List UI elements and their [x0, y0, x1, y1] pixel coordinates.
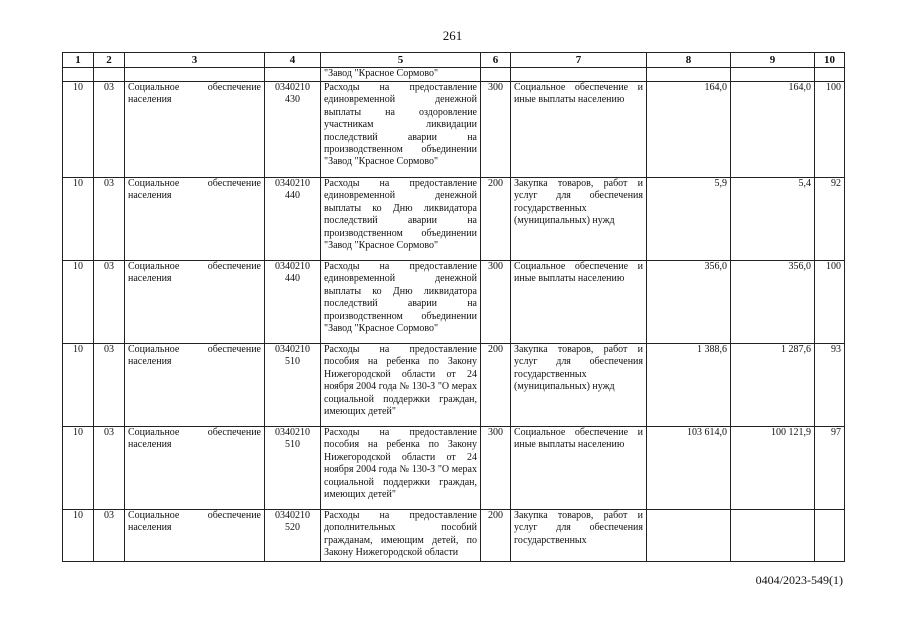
col-header-3: 3 — [125, 53, 265, 68]
cell — [94, 68, 125, 82]
col-header-8: 8 — [647, 53, 731, 68]
cell — [511, 68, 647, 82]
cell-planned-amount: 164,0 — [647, 82, 731, 178]
cell-expense-type-code: 200 — [481, 510, 511, 562]
cell-section: 10 — [63, 82, 94, 178]
cell — [731, 68, 815, 82]
header-row — [63, 53, 845, 68]
cell-section-name: Социальное обеспечение населения — [125, 82, 265, 178]
page-number: 261 — [442, 28, 463, 43]
cell-percent: 93 — [815, 344, 845, 427]
cell-expense-description: Расходы на предоставление дополнительных пособий гражданам, имеющим детей, по Закону Нижегородской области — [321, 510, 481, 562]
table-row — [63, 427, 845, 510]
cell-actual-amount: 356,0 — [731, 261, 815, 344]
cell-section: 10 — [63, 344, 94, 427]
cell-percent — [815, 510, 845, 562]
col-header-6: 6 — [481, 53, 511, 68]
cell-expense-description: Расходы на предоставление пособия на ребенка по Закону Нижегородской области от 24 ноября 2004 года № 130-З "О мерах социальной поддержки граждан, имеющих детей" — [321, 427, 481, 510]
cell-percent: 100 — [815, 261, 845, 344]
cell-subsection: 03 — [94, 510, 125, 562]
cell-target-code: 0340210 520 — [265, 510, 321, 562]
cell-actual-amount — [731, 510, 815, 562]
cell-section-name: Социальное обеспечение населения — [125, 510, 265, 562]
cell-actual-amount: 164,0 — [731, 82, 815, 178]
cell-expense-type-code: 200 — [481, 178, 511, 261]
col-header-4: 4 — [265, 53, 321, 68]
cell-expense-type-name: Закупка товаров, работ и услуг для обеспечения государственных — [511, 510, 647, 562]
col-header-10: 10 — [815, 53, 845, 68]
cell-expense-type-name: Социальное обеспечение и иные выплаты населению — [511, 261, 647, 344]
table-row — [63, 344, 845, 427]
cell-expense-description: Расходы на предоставление единовременной денежной выплаты ко Дню ликвидатора последствий аварии на производственном объединении "Завод "Красное Сормово" — [321, 261, 481, 344]
cell-expense-type-name: Социальное обеспечение и иные выплаты населению — [511, 427, 647, 510]
cell-planned-amount: 103 614,0 — [647, 427, 731, 510]
cell — [265, 68, 321, 82]
table-row — [63, 510, 845, 562]
table-row — [63, 261, 845, 344]
cell-expense-type-code: 200 — [481, 344, 511, 427]
cell-subsection: 03 — [94, 178, 125, 261]
cell-subsection: 03 — [94, 344, 125, 427]
cell-expense-type-code: 300 — [481, 427, 511, 510]
col-header-7: 7 — [511, 53, 647, 68]
cell-expense-type-name: Социальное обеспечение и иные выплаты населению — [511, 82, 647, 178]
cell-target-code: 0340210 510 — [265, 427, 321, 510]
cell-target-code: 0340210 440 — [265, 178, 321, 261]
cell — [125, 68, 265, 82]
cell-subsection: 03 — [94, 82, 125, 178]
cell — [481, 68, 511, 82]
cell-expense-description: Расходы на предоставление пособия на ребенка по Закону Нижегородской области от 24 ноября 2004 года № 130-З "О мерах социальной поддержки граждан, имеющих детей" — [321, 344, 481, 427]
cell-target-code: 0340210 510 — [265, 344, 321, 427]
cell — [647, 68, 731, 82]
cell-expense-type-name: Закупка товаров, работ и услуг для обеспечения государственных (муниципальных) нужд — [511, 344, 647, 427]
cell-actual-amount: 5,4 — [731, 178, 815, 261]
cell — [63, 68, 94, 82]
cell-planned-amount: 5,9 — [647, 178, 731, 261]
cell-section: 10 — [63, 510, 94, 562]
cell-percent: 97 — [815, 427, 845, 510]
cell-percent: 100 — [815, 82, 845, 178]
cell-section-name: Социальное обеспечение населения — [125, 344, 265, 427]
cell-section: 10 — [63, 261, 94, 344]
cell-subsection: 03 — [94, 427, 125, 510]
table-row — [63, 82, 845, 178]
col-header-2: 2 — [94, 53, 125, 68]
cell-subsection: 03 — [94, 261, 125, 344]
col-header-5: 5 — [321, 53, 481, 68]
cell — [815, 68, 845, 82]
cell-section-name: Социальное обеспечение населения — [125, 427, 265, 510]
cell-planned-amount: 1 388,6 — [647, 344, 731, 427]
cell-expense-type-name: Закупка товаров, работ и услуг для обеспечения государственных (муниципальных) нужд — [511, 178, 647, 261]
col-header-1: 1 — [63, 53, 94, 68]
col-header-9: 9 — [731, 53, 815, 68]
cell-actual-amount: 100 121,9 — [731, 427, 815, 510]
cell-section-name: Социальное обеспечение населения — [125, 178, 265, 261]
cell-section-name: Социальное обеспечение населения — [125, 261, 265, 344]
cell-target-code: 0340210 430 — [265, 82, 321, 178]
cell-target-code: 0340210 440 — [265, 261, 321, 344]
cell-expense-description: "Завод "Красное Сормово" — [321, 68, 481, 82]
cell-expense-type-code: 300 — [481, 261, 511, 344]
cell-expense-description: Расходы на предоставление единовременной денежной выплаты на оздоровление участникам ликвидации последствий аварии на производственном объединении "Завод "Красное Сормово" — [321, 82, 481, 178]
table-row — [63, 178, 845, 261]
cell-planned-amount — [647, 510, 731, 562]
cell-expense-description: Расходы на предоставление единовременной денежной выплаты ко Дню ликвидатора последствий аварии на производственном объединении "Завод "Красное Сормово" — [321, 178, 481, 261]
cell-expense-type-code: 300 — [481, 82, 511, 178]
cell-actual-amount: 1 287,6 — [731, 344, 815, 427]
cell-percent: 92 — [815, 178, 845, 261]
continuation-row — [63, 68, 845, 82]
cell-planned-amount: 356,0 — [647, 261, 731, 344]
cell-section: 10 — [63, 178, 94, 261]
budget-table — [62, 52, 845, 562]
cell-section: 10 — [63, 427, 94, 510]
document-code: 0404/2023-549(1) — [755, 573, 843, 587]
